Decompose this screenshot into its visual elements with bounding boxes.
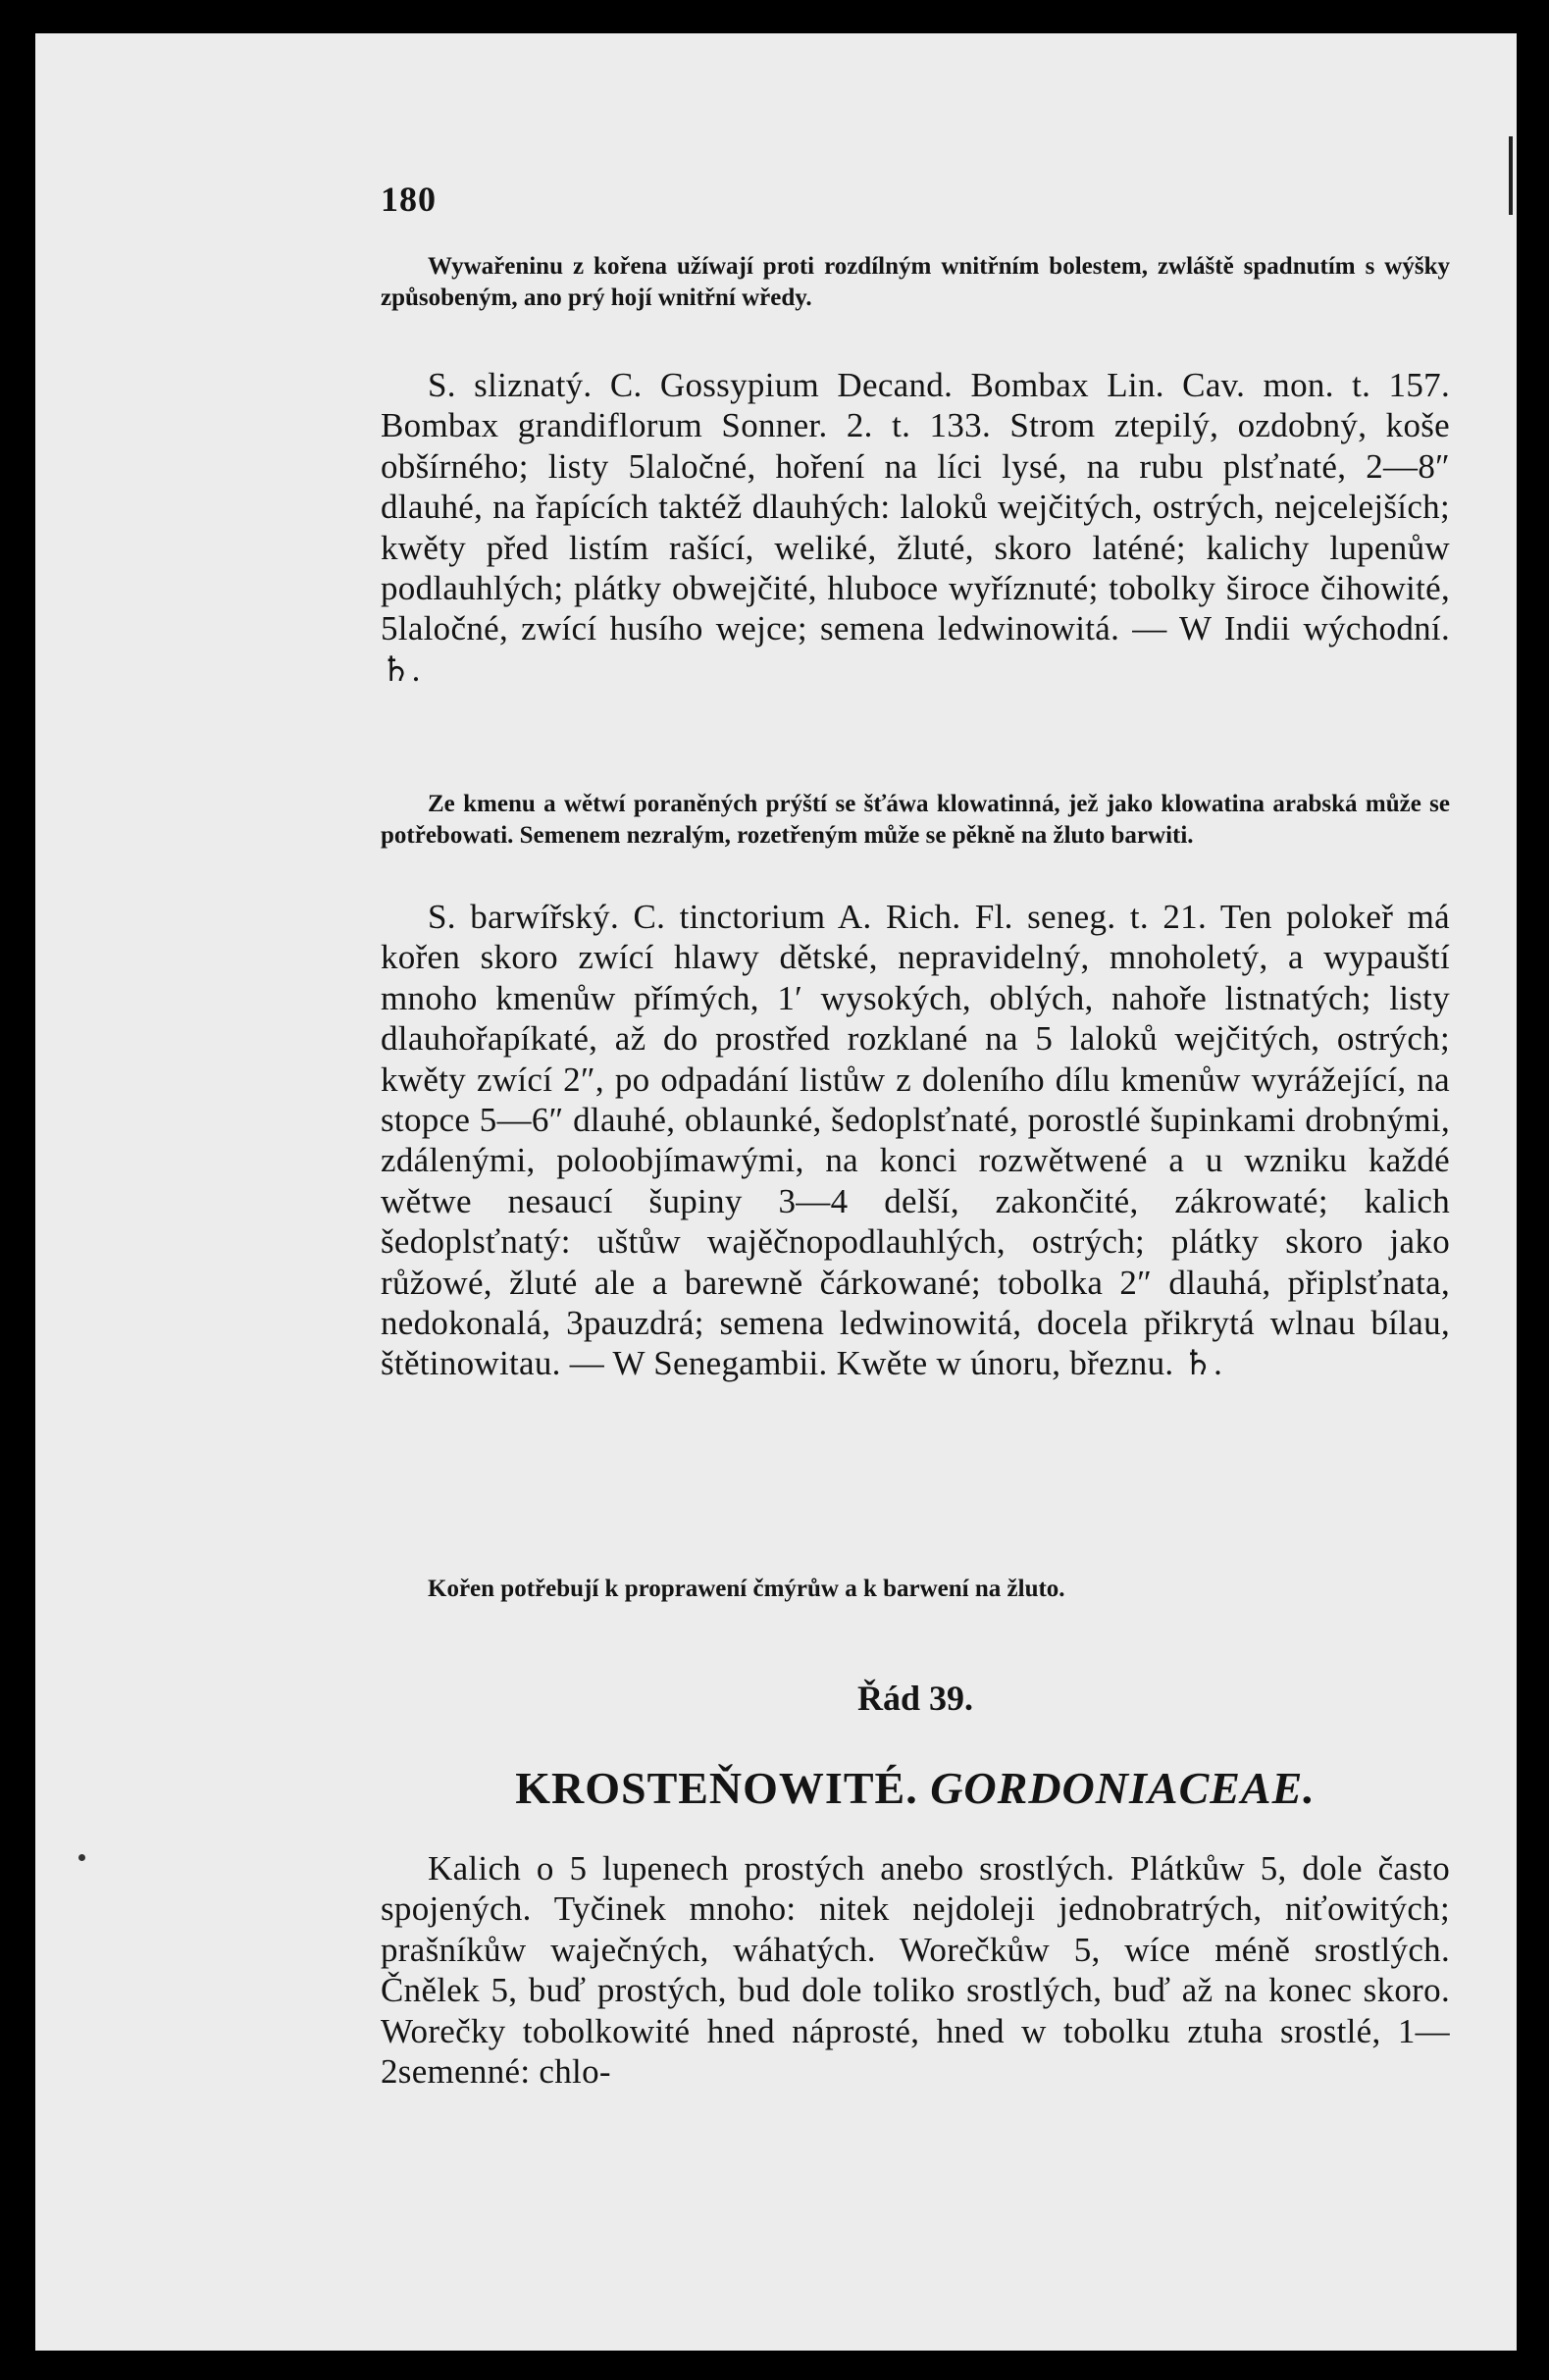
family-heading	[381, 1762, 1450, 1814]
paragraph-dye-use: Kořen potřebují k proprawení čmýrůw a k barwení na žluto.	[428, 1576, 1065, 1602]
paragraph-species-sliznaty: S. sliznatý. C. Gossypium Decand. Bombax Lin. Cav. mon. t. 157. Bombax grandiflorum Sonner. 2. t. 133. Strom ztepilý, ozdobný, koše obšírného; listy 5laločné, hoření na líci lysé, na rubu plsťnaté, 2—8″ dlauhé, na řapících taktéž dlauhých: laloků wejčitých, ostrých, nejcelejších; kwěty před listím rašící, weliké, žluté, skoro laténé; kalichy lupenůw podlauhlých; plátky obwejčité, hluboce wyříznuté; tobolky široce čihowité, 5laločné, zwící husího wejce; semena ledwinowitá. — W Indii wýchodní. ♄.	[381, 366, 1450, 689]
book-page	[35, 33, 1517, 2351]
paragraph-species-barwirsky: S. barwířský. C. tinctorium A. Rich. Fl. seneg. t. 21. Ten polokeř má kořen skoro zwící hlawy dětské, nepravidelný, mnoholetý, a wypauští mnoho kmenůw přímých, 1′ wysokých, oblých, nahoře listnatých; listy dlauhořapíkaté, až do prostřed rozklané na 5 laloků wejčitých, ostrých; kwěty zwící 2″, po odpadání listůw z doleního dílu kmenůw wyrážející, na stopce 5—6″ dlauhé, oblaunké, šedoplsťnaté, porostlé šupinkami drobnými, zdálenými, poloobjímawými, na konci rozwětwené a u wzniku každé wětwe nesaucí šupiny 3—4 delší, zakončité, zákrowaté; kalich šedoplsťnatý: uštůw wajěčnopodlauhlých, ostrých; plátky skoro jako růžowé, žluté ale a barewně čárkowané; tobolka 2″ dlauhá, připlsťnata, nedokonalá, 3pauzdrá; semena ledwinowitá, docela přikrytá wlnau bílau, štětinowitau. — W Senegambii. Kwěte w únoru, březnu. ♄.	[381, 898, 1450, 1383]
paragraph-family-description: Kalich o 5 lupenech prostých anebo srostlých. Plátkůw 5, dole často spojených. Tyčinek mnoho: nitek nejdoleji jednobratrých, niťowitých; prašníkůw waječných, wáhatých. Worečkůw 5, wíce méně srostlých. Čnělek 5, buď prostých, bud dole toliko srostlých, buď až na konec skoro. Worečky tobolkowité hned náprosté, hned w tobolku ztuha srostlé, 1—2semenné: chlo-	[381, 1849, 1450, 2092]
speck	[78, 1854, 85, 1861]
order-number: Řád 39.	[856, 1679, 974, 1718]
paragraph-root-use: Wywařeninu z kořena užíwají proti rozdílným wnitřním bolestem, zwláště spadnutím s wýšky způsobeným, ano prý hojí wnitřní wředy.	[381, 253, 1450, 311]
page-number: 180	[381, 180, 437, 219]
page-edge-mark	[1509, 136, 1513, 215]
paragraph-gum-use: Ze kmenu a wětwí poraněných prýští se šťáwa klowatinná, jež jako klowatina arabská může se potřebowati. Semenem nezralým, rozetřeným může se pěkně na žluto barwiti.	[381, 791, 1450, 849]
family-name-czech: KROSTEŇOWITÉ.	[515, 1763, 918, 1813]
family-name-latin: GORDONIACEAE.	[930, 1763, 1316, 1813]
